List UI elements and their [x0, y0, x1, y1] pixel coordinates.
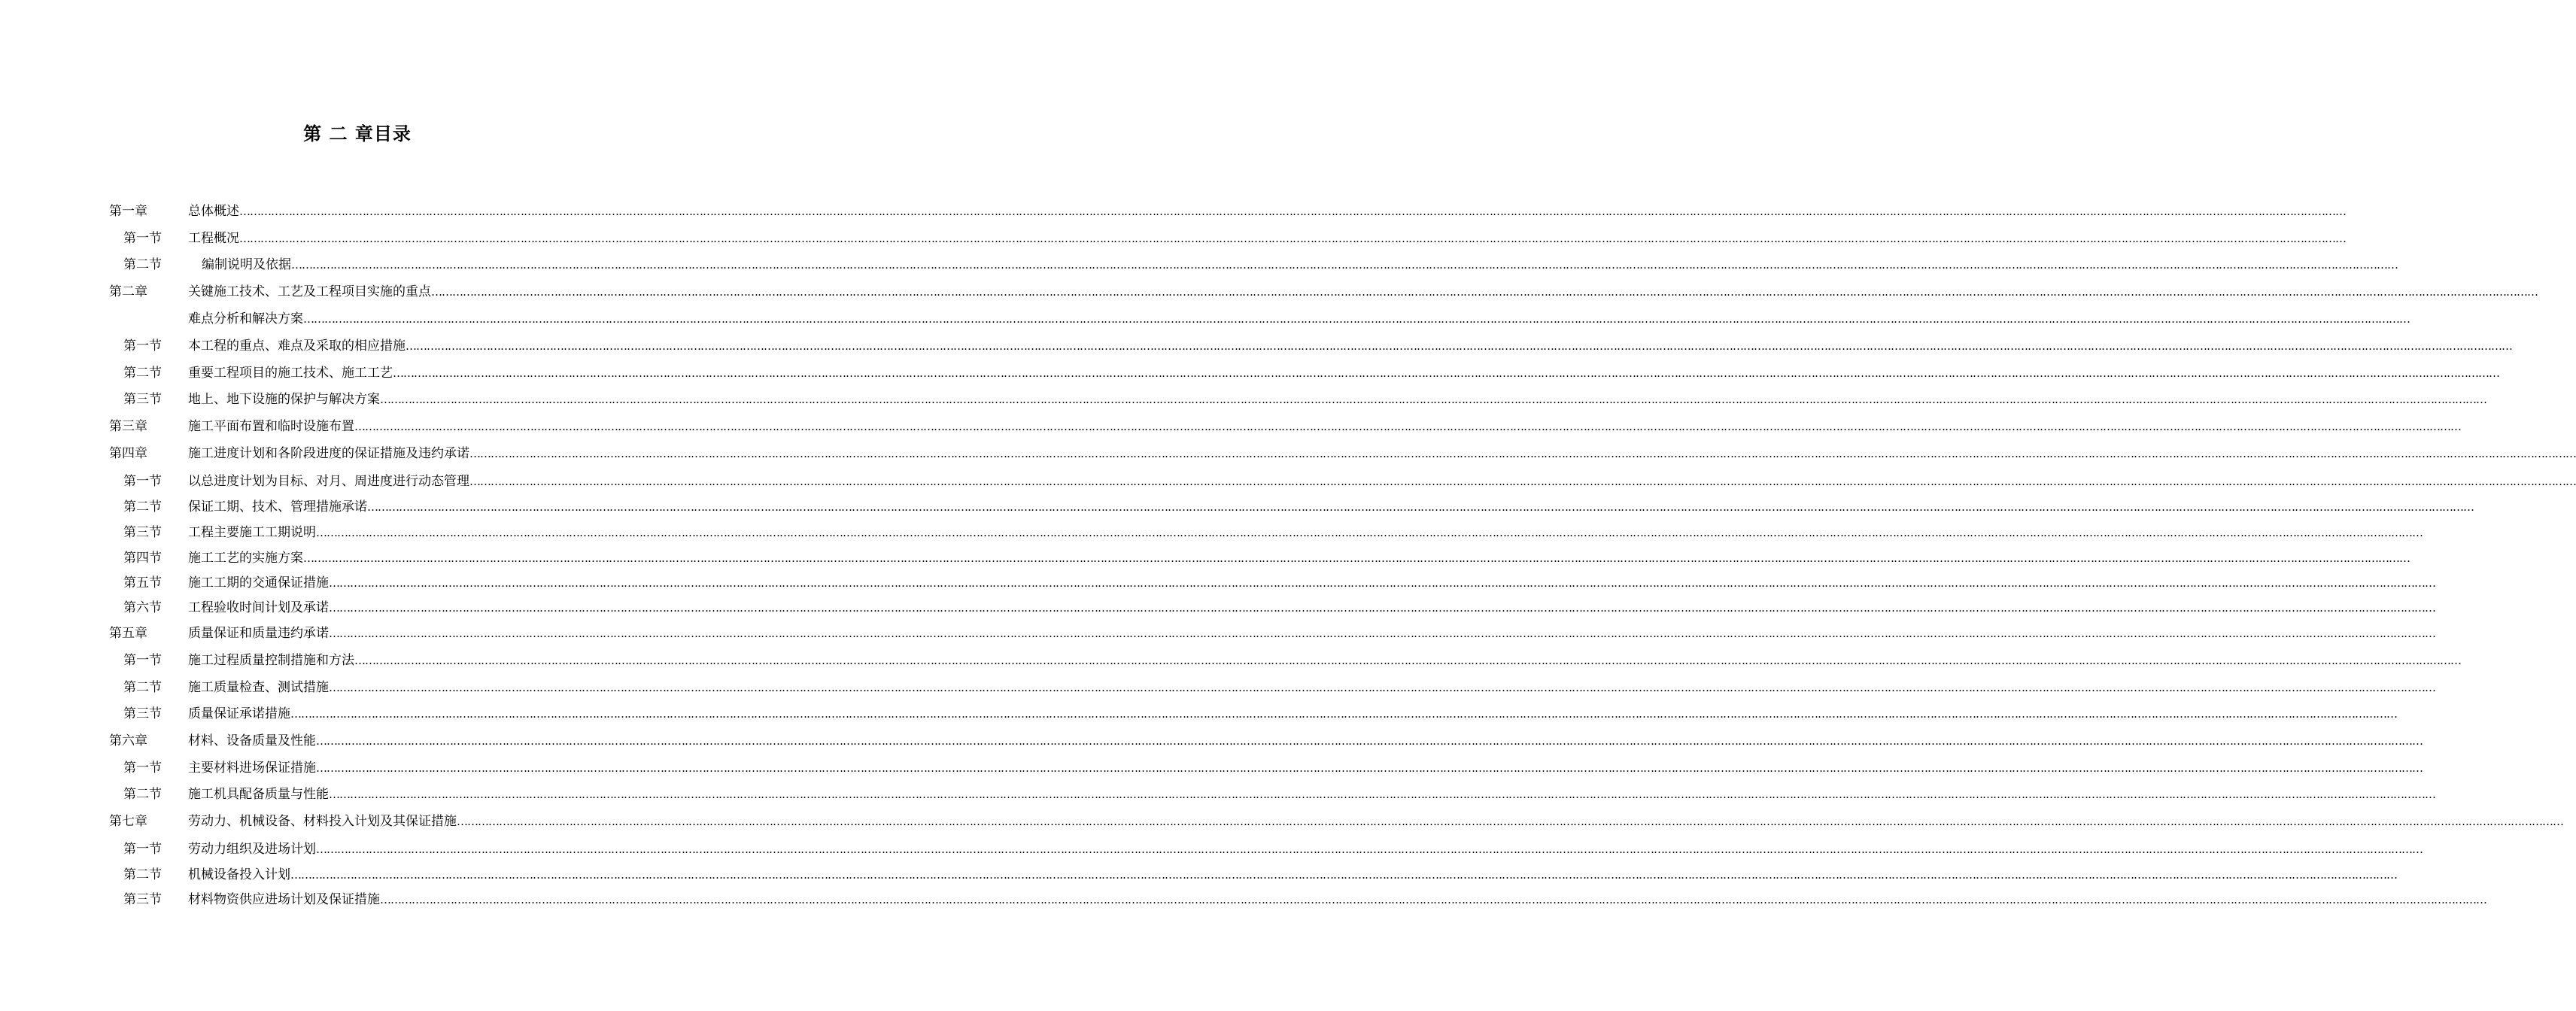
toc-entry-title: 施工工艺的实施方案 — [188, 551, 303, 566]
toc-chapter-row — [0, 199, 2346, 224]
toc-section-label: 第三节 — [123, 892, 162, 907]
toc-entry — [188, 360, 2499, 386]
dot-leader: …………………………………………………………………………………………………………………………………………………………………………………………………………………………………………………………………………………………………………………………………………………………………………………………………………………………………………………………………………………………………………………………………………………… — [290, 868, 2397, 882]
dot-leader: …………………………………………………………………………………………………………………………………………………………………………………………………………………………………………………………………………………………………………………………………………………………………………………………………………………………………………………………………………………………………………………………………………………… — [329, 788, 2435, 801]
dot-leader: …………………………………………………………………………………………………………………………………………………………………………………………………………………………………………………………………………………………………………………………………………………………………………………………………………………………………………………………………………………………………………………………………………………… — [316, 842, 2423, 856]
toc-section-row — [0, 675, 2435, 700]
toc-entry-title: 难点分析和解决方案 — [188, 311, 303, 326]
toc-entry — [188, 862, 2397, 888]
toc-chapter-label: 第四章 — [109, 446, 147, 461]
toc-section-row — [0, 595, 2435, 621]
toc-entry-title: 材料物资供应进场计划及保证措施 — [188, 892, 380, 907]
toc-section-label: 第二节 — [123, 867, 162, 882]
dot-leader: …………………………………………………………………………………………………………………………………………………………………………………………………………………………………………………………………………………………………………………………………………………………………………………………………………………………………………………………………………………………………………………………………………………… — [316, 761, 2423, 775]
toc-section-row — [0, 545, 2410, 571]
toc-section-label: 第一节 — [123, 339, 162, 354]
toc-entry-title: 施工质量检查、测试措施 — [188, 680, 329, 695]
toc-section-row — [0, 469, 2576, 494]
toc-entry — [188, 199, 2346, 224]
toc-entry-title: 质量保证承诺措施 — [188, 706, 290, 721]
toc-entry — [188, 279, 2538, 305]
page-title: 第 二 章目录 — [303, 123, 412, 144]
toc-section-label: 第二节 — [123, 680, 162, 695]
toc-entry — [188, 648, 2461, 673]
dot-leader: …………………………………………………………………………………………………………………………………………………………………………………………………………………………………………………………………………………………………………………………………………………………………………………………………………………………………………………………………………………………………………………………………………………… — [406, 339, 2512, 353]
toc-entry — [188, 595, 2435, 621]
toc-entry-title: 编制说明及依据 — [202, 257, 291, 272]
toc-entry — [188, 333, 2512, 359]
dot-leader: …………………………………………………………………………………………………………………………………………………………………………………………………………………………………………………………………………………………………………………………………………………………………………………………………………………………………………………………………………………………………………………………………………………… — [291, 258, 2398, 272]
toc-section-row — [0, 862, 2397, 888]
toc-section-label: 第三节 — [123, 525, 162, 540]
dot-leader: …………………………………………………………………………………………………………………………………………………………………………………………………………………………………………………………………………………………………………………………………………………………………………………………………………………………………………………………………………………………………………………………………………………… — [316, 526, 2423, 539]
toc-chapter-row — [0, 414, 2461, 439]
toc-entry — [188, 887, 2486, 912]
toc-section-label: 第三节 — [123, 706, 162, 721]
toc-section-label: 第一节 — [123, 761, 162, 776]
toc-section-row — [0, 887, 2486, 912]
toc-entry — [188, 675, 2435, 700]
toc-section-label: 第六节 — [123, 600, 162, 615]
toc-section-label: 第一节 — [123, 474, 162, 489]
toc-entry-title: 重要工程项目的施工技术、施工工艺 — [188, 366, 393, 381]
toc-chapter-row — [0, 279, 2538, 305]
dot-leader: …………………………………………………………………………………………………………………………………………………………………………………………………………………………………………………………………………………………………………………………………………………………………………………………………………………………………………………………………………………………………………………………………………………… — [380, 393, 2486, 406]
toc-section-label: 第五节 — [123, 575, 162, 591]
toc-entry — [188, 469, 2576, 494]
toc-chapter-row — [0, 809, 2563, 834]
toc-chapter-row — [0, 728, 2423, 754]
toc-entry-title: 质量保证和质量违约承诺 — [188, 626, 329, 641]
toc-entry — [188, 226, 2346, 251]
toc-entry-title: 施工过程质量控制措施和方法 — [188, 653, 354, 668]
toc-entry-title: 地上、地下设施的保护与解决方案 — [188, 392, 380, 407]
dot-leader: …………………………………………………………………………………………………………………………………………………………………………………………………………………………………………………………………………………………………………………………………………………………………………………………………………………………………………………………………………………………………………………………………………………… — [457, 815, 2563, 828]
dot-leader: …………………………………………………………………………………………………………………………………………………………………………………………………………………………………………………………………………………………………………………………………………………………………………………………………………………………………………………………………………………………………………………………………………………… — [303, 551, 2410, 565]
toc-chapter-label: 第六章 — [109, 733, 147, 748]
toc-section-row — [0, 387, 2486, 412]
toc-section-row — [0, 755, 2423, 781]
dot-leader: …………………………………………………………………………………………………………………………………………………………………………………………………………………………………………………………………………………………………………………………………………………………………………………………………………………………………………………………………………………………………………………………………………………… — [239, 232, 2346, 245]
toc-entry-title: 劳动力组织及进场计划 — [188, 842, 316, 857]
toc-section-row — [0, 226, 2346, 251]
dot-leader: …………………………………………………………………………………………………………………………………………………………………………………………………………………………………………………………………………………………………………………………………………………………………………………………………………………………………………………………………………………………………………………………………………………… — [354, 654, 2461, 667]
toc-section-row — [0, 648, 2461, 673]
toc-section-row — [0, 494, 2474, 520]
toc-entry-title: 施工平面布置和临时设施布置 — [188, 419, 354, 434]
toc-entry-title: 本工程的重点、难点及采取的相应措施 — [188, 339, 406, 354]
toc-entry-title: 施工工期的交通保证措施 — [188, 575, 329, 591]
dot-leader: …………………………………………………………………………………………………………………………………………………………………………………………………………………………………………………………………………………………………………………………………………………………………………………………………………………………………………………………………………………………………………………………………………………… — [316, 734, 2423, 748]
toc-entry-title: 施工进度计划和各阶段进度的保证措施及违约承诺 — [188, 446, 469, 461]
toc-section-label: 第二节 — [123, 366, 162, 381]
toc-entry-title: 总体概述 — [188, 204, 239, 219]
toc-entry-title: 劳动力、机械设备、材料投入计划及其保证措施 — [188, 814, 457, 829]
toc-entry-title: 材料、设备质量及性能 — [188, 733, 316, 748]
toc-section-row — [0, 836, 2423, 862]
toc-section-label: 第四节 — [123, 551, 162, 566]
toc-section-label: 第一节 — [123, 653, 162, 668]
dot-leader: …………………………………………………………………………………………………………………………………………………………………………………………………………………………………………………………………………………………………………………………………………………………………………………………………………………………………………………………………………………………………………………………………………………… — [469, 475, 2576, 488]
toc-entry — [188, 728, 2423, 754]
dot-leader: …………………………………………………………………………………………………………………………………………………………………………………………………………………………………………………………………………………………………………………………………………………………………………………………………………………………………………………………………………………………………………………………………………………… — [290, 707, 2397, 721]
toc-chapter-label: 第三章 — [109, 419, 147, 434]
toc-section-row — [0, 701, 2397, 727]
toc-entry — [188, 701, 2397, 727]
toc-section-label: 第二节 — [123, 257, 162, 272]
toc-chapter-label: 第一章 — [109, 204, 147, 219]
dot-leader: …………………………………………………………………………………………………………………………………………………………………………………………………………………………………………………………………………………………………………………………………………………………………………………………………………………………………………………………………………………………………………………………………………………… — [329, 681, 2435, 694]
toc-entry — [202, 252, 2398, 278]
toc-entry — [188, 621, 2435, 646]
dot-leader: …………………………………………………………………………………………………………………………………………………………………………………………………………………………………………………………………………………………………………………………………………………………………………………………………………………………………………………………………………………………………………………………………………………… — [431, 285, 2538, 299]
toc-entry — [188, 387, 2486, 412]
dot-leader: …………………………………………………………………………………………………………………………………………………………………………………………………………………………………………………………………………………………………………………………………………………………………………………………………………………………………………………………………………………………………………………………………………………… — [239, 205, 2346, 218]
toc-entry-title: 以总进度计划为目标、对月、周进度进行动态管理 — [188, 474, 469, 489]
toc-entry-title: 工程主要施工工期说明 — [188, 525, 316, 540]
toc-entry — [188, 414, 2461, 439]
toc-entry — [188, 494, 2474, 520]
dot-leader: …………………………………………………………………………………………………………………………………………………………………………………………………………………………………………………………………………………………………………………………………………………………………………………………………………………………………………………………………………………………………………………………………………………… — [329, 576, 2435, 590]
dot-leader: …………………………………………………………………………………………………………………………………………………………………………………………………………………………………………………………………………………………………………………………………………………………………………………………………………………………………………………………………………………………………………………………………………………… — [367, 500, 2474, 514]
dot-leader: …………………………………………………………………………………………………………………………………………………………………………………………………………………………………………………………………………………………………………………………………………………………………………………………………………………………………………………………………………………………………………………………………………………… — [303, 312, 2410, 326]
dot-leader: …………………………………………………………………………………………………………………………………………………………………………………………………………………………………………………………………………………………………………………………………………………………………………………………………………………………………………………………………………………………………………………………………………………… — [380, 893, 2486, 906]
dot-leader: …………………………………………………………………………………………………………………………………………………………………………………………………………………………………………………………………………………………………………………………………………………………………………………………………………………………………………………………………………………………………………………………………………………… — [329, 601, 2435, 615]
toc-entry-title: 主要材料进场保证措施 — [188, 761, 316, 776]
toc-entry — [188, 809, 2563, 834]
toc-section-label: 第一节 — [123, 842, 162, 857]
toc-entry — [188, 755, 2423, 781]
toc-entry-title: 施工机具配备质量与性能 — [188, 787, 329, 802]
toc-section-label: 第三节 — [123, 392, 162, 407]
toc-section-row — [0, 333, 2512, 359]
toc-section-row — [0, 570, 2435, 596]
toc-entry — [188, 441, 2576, 466]
toc-section-label: 第一节 — [123, 231, 162, 246]
toc-entry-title: 工程验收时间计划及承诺 — [188, 600, 329, 615]
toc-section-label: 第二节 — [123, 499, 162, 515]
toc-section-row — [0, 252, 2398, 278]
toc-chapter-label: 第二章 — [109, 284, 147, 299]
toc-entry-title: 机械设备投入计划 — [188, 867, 290, 882]
toc-entry — [188, 306, 2410, 332]
toc-continuation-row — [0, 306, 2410, 332]
toc-entry — [188, 545, 2410, 571]
toc-entry-title: 工程概况 — [188, 231, 239, 246]
toc-chapter-label: 第七章 — [109, 814, 147, 829]
toc-entry — [188, 570, 2435, 596]
toc-section-label: 第二节 — [123, 787, 162, 802]
toc-chapter-row — [0, 441, 2576, 466]
dot-leader: …………………………………………………………………………………………………………………………………………………………………………………………………………………………………………………………………………………………………………………………………………………………………………………………………………………………………………………………………………………………………………………………………………………… — [354, 420, 2461, 433]
toc-section-row — [0, 520, 2423, 545]
toc-chapter-row — [0, 621, 2435, 646]
dot-leader: …………………………………………………………………………………………………………………………………………………………………………………………………………………………………………………………………………………………………………………………………………………………………………………………………………………………………………………………………………………………………………………………………………………… — [393, 366, 2499, 380]
toc-section-row — [0, 360, 2499, 386]
toc-section-row — [0, 782, 2435, 807]
dot-leader: …………………………………………………………………………………………………………………………………………………………………………………………………………………………………………………………………………………………………………………………………………………………………………………………………………………………………………………………………………………………………………………………………………………… — [329, 627, 2435, 640]
toc-entry-title: 保证工期、技术、管理措施承诺 — [188, 499, 367, 515]
toc-entry — [188, 836, 2423, 862]
toc-entry — [188, 782, 2435, 807]
toc-chapter-label: 第五章 — [109, 626, 147, 641]
toc-entry-title: 关键施工技术、工艺及工程项目实施的重点 — [188, 284, 431, 299]
toc-entry — [188, 520, 2423, 545]
dot-leader: …………………………………………………………………………………………………………………………………………………………………………………………………………………………………………………………………………………………………………………………………………………………………………………………………………………………………………………………………………………………………………………………………………………… — [469, 447, 2576, 460]
